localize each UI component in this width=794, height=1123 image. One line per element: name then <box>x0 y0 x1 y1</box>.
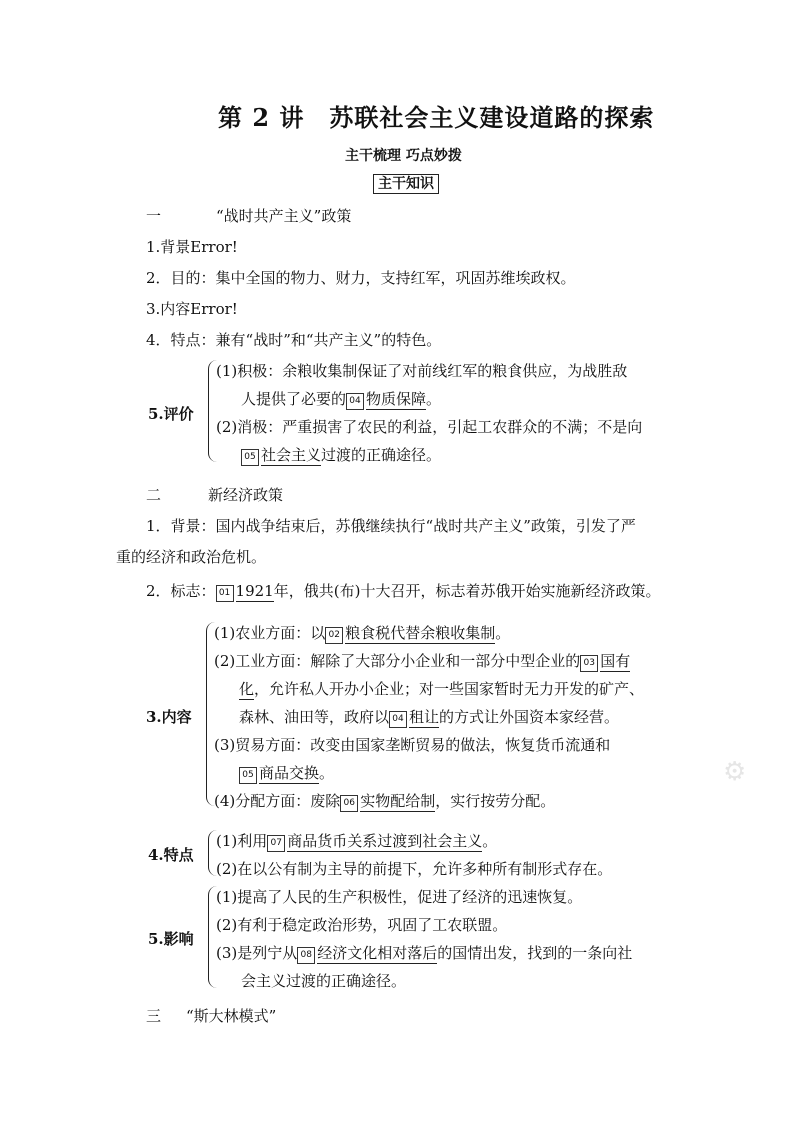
section-1-heading: “战时共产主义”政策 <box>216 207 352 225</box>
answer-number: 03 <box>580 655 598 672</box>
s2-i3c: 会主义过渡的正确途径。 <box>241 972 407 990</box>
answer-text: 经济文化相对落后 <box>317 944 438 962</box>
s2-c1 <box>214 622 510 644</box>
text: (3)是列宁从 <box>216 944 298 962</box>
answer-text: 粮食税代替余粮收集制 <box>345 624 496 642</box>
answer-text: 商品交换 <box>259 764 320 782</box>
s2-c2b <box>239 678 644 699</box>
s1-eval-1a: (1)积极：余粮收集制保证了对前线红军的粮食供应，为战胜敌 <box>216 362 628 380</box>
s2-content-label: 3.内容 <box>146 708 192 726</box>
answer-number: 04 <box>346 393 364 410</box>
s2-feature-label: 4.特点 <box>148 846 194 864</box>
answer-text: 社会主义 <box>261 446 322 464</box>
s2-background-b: 重的经济和政治危机。 <box>116 548 267 566</box>
text: 人提供了必要的 <box>241 390 347 408</box>
section-3-heading: “斯大林模式” <box>186 1007 277 1025</box>
text: 年，俄共(布)十大召开，标志着苏俄开始实施新经济政策。 <box>273 582 661 600</box>
answer-number: 07 <box>267 835 285 852</box>
text: ，实行按劳分配。 <box>435 792 556 810</box>
text: ，允许私人开办小企业；对一些国家暂时无力开发的矿产、 <box>254 680 645 698</box>
page-title: 第 2 讲 苏联社会主义建设道路的探索 <box>218 103 655 132</box>
section-1-number: 一 <box>146 207 162 225</box>
text: (1)利用 <box>216 832 268 850</box>
s1-feature: 4．特点：兼有“战时”和“共产主义”的特色。 <box>146 331 442 349</box>
answer-number: 04 <box>389 711 407 728</box>
text: 的方式让外国资本家经营。 <box>439 708 620 726</box>
text: 。 <box>482 832 498 850</box>
s2-mark <box>146 580 660 602</box>
text: 2．标志： <box>146 582 216 600</box>
text: (2)工业方面：解除了大部分小企业和一部分中型企业的 <box>214 652 581 670</box>
answer-number: 02 <box>325 627 343 644</box>
s2-f2: (2)在以公有制为主导的前提下，允许多种所有制形式存在。 <box>216 860 613 878</box>
answer-text: 商品货币关系过渡到社会主义 <box>287 832 483 850</box>
answer-text: 物质保障 <box>366 390 427 408</box>
s2-c3a: (3)贸易方面：改变由国家垄断贸易的做法，恢复货币流通和 <box>214 736 611 754</box>
answer-number: 08 <box>297 947 315 964</box>
text: 过渡的正确途径。 <box>321 446 442 464</box>
text: 的国情出发，找到的一条向社 <box>437 944 633 962</box>
answer-text: 化 <box>239 680 255 698</box>
text: (1)农业方面：以 <box>214 624 326 642</box>
s2-impact-label: 5.影响 <box>148 930 194 948</box>
section-2-number: 二 <box>146 486 162 504</box>
subtitle: 主干梳理 巧点妙拨 <box>345 148 462 164</box>
s2-i3a <box>216 942 632 964</box>
s2-i2: (2)有利于稳定政治形势，巩固了工农联盟。 <box>216 916 508 934</box>
text: 。 <box>495 624 511 642</box>
answer-text: 国有 <box>600 652 631 670</box>
s2-c4 <box>214 790 555 812</box>
s2-c3b <box>239 762 334 784</box>
text: 。 <box>319 764 335 782</box>
watermark-icon: ⚙ <box>723 757 747 787</box>
s1-eval-2a: (2)消极：严重损害了农民的利益，引起工农群众的不满；不是向 <box>216 418 643 436</box>
s2-f1 <box>216 830 497 852</box>
answer-number: 05 <box>239 767 257 784</box>
text: 。 <box>426 390 442 408</box>
text: (4)分配方面：废除 <box>214 792 341 810</box>
answer-number: 06 <box>340 795 358 812</box>
s1-eval-label: 5.评价 <box>148 405 194 423</box>
s2-c2c <box>239 706 619 728</box>
s1-eval-1b <box>241 388 441 410</box>
answer-text: 租让 <box>409 708 440 726</box>
s1-background: 1.背景Error! <box>146 238 238 256</box>
s1-content: 3.内容Error! <box>146 300 238 318</box>
answer-number: 01 <box>216 585 234 602</box>
section-3-number: 三 <box>146 1007 162 1025</box>
answer-text: 实物配给制 <box>360 792 436 810</box>
text: 森林、油田等，政府以 <box>239 708 390 726</box>
s2-i1: (1)提高了人民的生产积极性，促进了经济的迅速恢复。 <box>216 888 583 906</box>
s1-eval-2b <box>241 444 441 466</box>
s2-c2a <box>214 650 630 672</box>
section-tag: 主干知识 <box>373 174 439 194</box>
s2-background-a: 1．背景：国内战争结束后，苏俄继续执行“战时共产主义”政策，引发了严 <box>146 517 636 535</box>
section-2-heading: 新经济政策 <box>208 486 284 504</box>
answer-text: 1921 <box>235 582 274 600</box>
s1-goal: 2．目的：集中全国的物力、财力，支持红军，巩固苏维埃政权。 <box>146 269 576 287</box>
answer-number: 05 <box>241 449 259 466</box>
